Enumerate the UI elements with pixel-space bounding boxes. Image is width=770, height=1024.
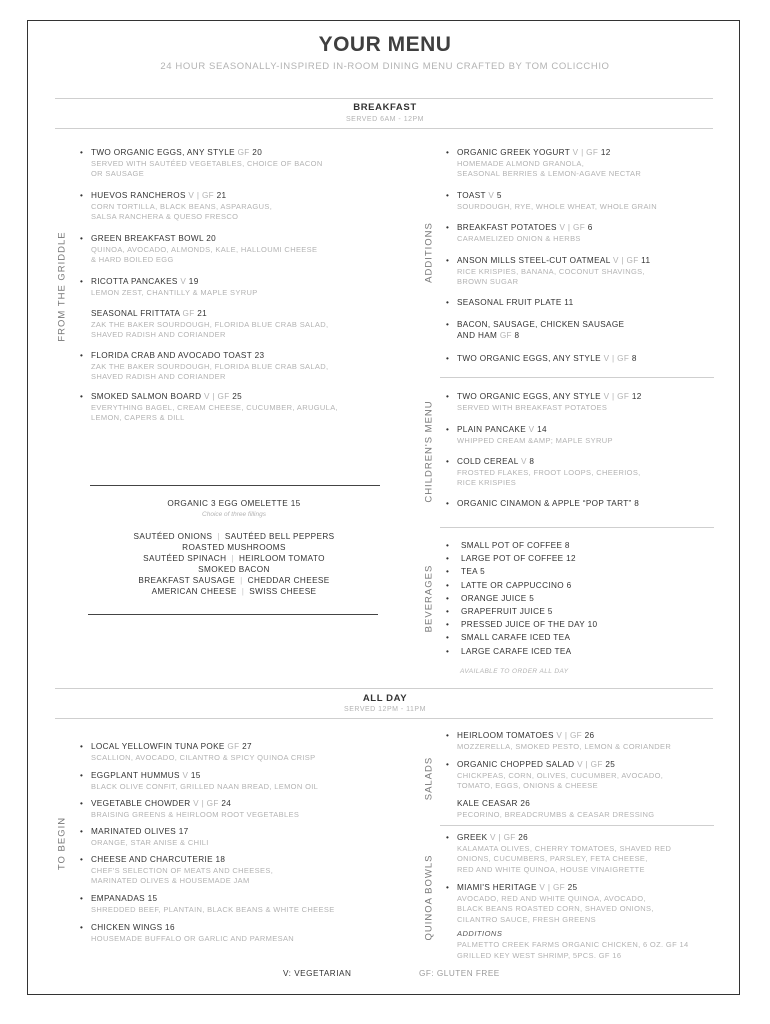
item-description: MOZZERELLA, SMOKED PESTO, LEMON & CORIANDER bbox=[457, 741, 672, 751]
quinoa-additions-heading: ADDITIONS bbox=[457, 929, 503, 938]
item-description: SERVED WITH BREAKFAST POTATOES bbox=[457, 402, 608, 412]
divider bbox=[55, 98, 713, 99]
bullet: • bbox=[446, 499, 450, 508]
item-description: CILANTRO SAUCE, FRESH GREENS bbox=[457, 914, 596, 924]
menu-item bbox=[80, 351, 265, 362]
omelette-filling: SMOKED BACON bbox=[198, 565, 270, 574]
quinoa-addition bbox=[457, 951, 621, 962]
bullet: • bbox=[80, 148, 84, 157]
beverage-price: 5 bbox=[480, 567, 486, 577]
item-price: 18 bbox=[215, 855, 226, 864]
item-description: SERVED WITH SAUTÉED VEGETABLES, CHOICE OF BACON bbox=[91, 158, 323, 168]
item-name: ANSON MILLS STEEL-CUT OATMEAL bbox=[457, 256, 611, 265]
divider bbox=[90, 485, 380, 486]
childrens-menu-label: CHILDREN'S MENU bbox=[423, 400, 435, 503]
bullet: • bbox=[80, 923, 84, 932]
beverage-name: LARGE CARAFE ICED TEA bbox=[461, 646, 572, 656]
allday-hours: SERVED 12PM - 11PM bbox=[344, 706, 426, 713]
dietary-tag: GF bbox=[227, 742, 240, 751]
menu-item bbox=[446, 320, 625, 341]
beverage-item bbox=[446, 593, 535, 605]
omelette-filling-row bbox=[88, 586, 380, 597]
menu-item bbox=[446, 191, 502, 202]
legend-vegetarian: V: VEGETARIAN bbox=[283, 969, 352, 978]
dietary-tag: V bbox=[528, 425, 535, 434]
separator: | bbox=[231, 554, 234, 563]
bullet: • bbox=[80, 742, 84, 751]
dietary-tag: V | GF bbox=[572, 148, 599, 157]
menu-item bbox=[446, 425, 547, 436]
item-name: FLORIDA CRAB AND AVOCADO TOAST bbox=[91, 351, 252, 360]
item-price: 8 bbox=[529, 457, 535, 466]
menu-item bbox=[80, 855, 226, 866]
item-description: EVERYTHING BAGEL, CREAM CHEESE, CUCUMBER, ARUGULA, bbox=[91, 402, 338, 412]
item-price: 11 bbox=[641, 256, 651, 265]
item-description: SHAVED RADISH AND CORIANDER bbox=[91, 330, 226, 339]
item-description: SEASONAL BERRIES & LEMON-AGAVE NECTAR bbox=[457, 169, 642, 178]
bullet: • bbox=[446, 457, 450, 466]
beverage-name: SMALL CARAFE ICED TEA bbox=[461, 633, 571, 643]
menu-item bbox=[446, 760, 616, 771]
item-name: TWO ORGANIC EGGS, ANY STYLE bbox=[457, 392, 601, 401]
bullet: • bbox=[446, 567, 450, 577]
menu-item bbox=[80, 799, 232, 810]
item-price: 12 bbox=[631, 392, 642, 401]
breakfast-title: BREAKFAST bbox=[353, 102, 417, 113]
item-name: CHICKEN WINGS bbox=[91, 923, 163, 932]
menu-item bbox=[446, 354, 637, 365]
item-description: SCALLION, AVOCADO, CILANTRO & SPICY QUINOA CRISP bbox=[91, 752, 316, 762]
divider bbox=[55, 688, 713, 689]
dietary-tag: V bbox=[182, 771, 189, 780]
bullet: • bbox=[80, 894, 84, 903]
item-description: BROWN SUGAR bbox=[457, 277, 519, 286]
item-price: 26 bbox=[518, 833, 529, 842]
beverage-name: PRESSED JUICE OF THE DAY bbox=[461, 620, 585, 630]
menu-item bbox=[80, 234, 216, 245]
separator: | bbox=[240, 576, 243, 585]
item-name: BACON, SAUSAGE, CHICKEN SAUSAGE bbox=[457, 320, 625, 329]
bullet: • bbox=[446, 620, 450, 630]
menu-item bbox=[80, 742, 252, 753]
beverage-item bbox=[446, 607, 553, 618]
item-price: 25 bbox=[232, 392, 243, 401]
item-description: BLACK OLIVE CONFIT, GRILLED NAAN BREAD, LEMON OIL bbox=[91, 781, 319, 791]
item-price: 26 bbox=[520, 799, 531, 808]
beverage-name: LATTE OR CAPPUCCINO bbox=[461, 580, 564, 590]
bullet: • bbox=[446, 554, 450, 564]
bullet: • bbox=[446, 392, 450, 401]
item-price: 27 bbox=[242, 742, 252, 751]
item-description: FROSTED FLAKES, FROOT LOOPS, CHEERIOS, bbox=[457, 467, 641, 477]
item-name: BREAKFAST POTATOES bbox=[457, 223, 557, 232]
dietary-tag: GF bbox=[182, 309, 195, 318]
item-price: 6 bbox=[587, 223, 593, 232]
item-description: QUINOA, AVOCADO, ALMONDS, KALE, HALLOUMI CHEESE bbox=[91, 244, 318, 254]
item-name: HEIRLOOM TOMATOES bbox=[457, 731, 554, 740]
item-price: 23 bbox=[254, 351, 265, 360]
menu-item bbox=[446, 833, 529, 844]
item-name: TOAST bbox=[457, 191, 486, 200]
beverage-item bbox=[446, 554, 576, 565]
dietary-tag: GF bbox=[237, 148, 250, 157]
item-name: SEASONAL FRITTATA bbox=[91, 309, 180, 318]
bullet: • bbox=[446, 256, 450, 265]
item-description: KALAMATA OLIVES, CHERRY TOMATOES, SHAVED RED bbox=[457, 843, 672, 853]
addition-text: PALMETTO CREEK FARMS ORGANIC CHICKEN, 6 OZ. bbox=[457, 940, 664, 949]
item-name: EMPANADAS bbox=[91, 894, 145, 903]
bullet: • bbox=[446, 541, 450, 550]
menu-item bbox=[446, 223, 593, 234]
dietary-tag: V | GF bbox=[603, 392, 630, 401]
divider bbox=[440, 527, 714, 528]
item-description: MARINATED OLIVES & HOUSEMADE JAM bbox=[91, 876, 250, 885]
item-name: SMOKED SALMON BOARD bbox=[91, 392, 202, 401]
dietary-tag: V | GF bbox=[577, 760, 603, 769]
bullet: • bbox=[446, 354, 450, 363]
dietary-tag: V bbox=[488, 191, 495, 200]
divider bbox=[440, 377, 714, 378]
divider bbox=[55, 718, 713, 719]
menu-item bbox=[446, 148, 611, 159]
item-description: RED AND WHITE QUINOA, HOUSE VINAIGRETTE bbox=[457, 864, 645, 874]
dietary-tag: V bbox=[520, 457, 527, 466]
beverage-item bbox=[446, 541, 570, 552]
bullet: • bbox=[446, 580, 450, 590]
item-description: HOUSEMADE BUFFALO OR GARLIC AND PARMESAN bbox=[91, 933, 295, 943]
omelette-filling: SAUTÉED BELL PEPPERS bbox=[224, 532, 335, 541]
item-description: ZAK THE BAKER SOURDOUGH, FLORIDA BLUE CRAB SALAD, bbox=[91, 361, 329, 371]
menu-item bbox=[80, 191, 227, 202]
item-description: ORANGE, STAR ANISE & CHILI bbox=[91, 837, 209, 847]
item-description: CHEF'S SELECTION OF MEATS AND CHEESES, bbox=[91, 865, 274, 875]
bullet: • bbox=[446, 425, 450, 434]
beverage-price: 10 bbox=[587, 620, 598, 630]
item-price: 16 bbox=[165, 923, 175, 932]
divider bbox=[55, 128, 713, 129]
item-price: 8 bbox=[634, 499, 640, 508]
item-name-cont: AND HAM bbox=[457, 330, 498, 340]
item-description: TOMATO, EGGS, ONIONS & CHEESE bbox=[457, 781, 599, 790]
beverages-note: AVAILABLE TO ORDER ALL DAY bbox=[460, 668, 569, 675]
bullet: • bbox=[446, 633, 450, 643]
menu-item bbox=[446, 457, 535, 468]
menu-item bbox=[80, 148, 263, 159]
item-description: BRAISING GREENS & HEIRLOOM ROOT VEGETABLES bbox=[91, 809, 300, 819]
item-description: & HARD BOILED EGG bbox=[91, 255, 174, 264]
menu-item bbox=[446, 392, 642, 403]
item-name: VEGETABLE CHOWDER bbox=[91, 799, 191, 808]
item-name: MARINATED OLIVES bbox=[91, 827, 177, 836]
item-description: SOURDOUGH, RYE, WHOLE WHEAT, WHOLE GRAIN bbox=[457, 201, 657, 211]
omelette-title: ORGANIC 3 EGG OMELETTE 15 bbox=[167, 499, 301, 508]
bullet: • bbox=[446, 731, 450, 740]
item-name: EGGPLANT HUMMUS bbox=[91, 771, 180, 780]
beverage-item bbox=[446, 567, 486, 578]
dietary-tag: GF bbox=[499, 330, 512, 340]
menu-item bbox=[446, 731, 595, 742]
beverage-price: 6 bbox=[566, 580, 572, 590]
omelette-filling-row bbox=[88, 575, 380, 586]
addition-text: GRILLED KEY WEST SHRIMP, 5PCS. bbox=[457, 951, 597, 960]
bullet: • bbox=[80, 799, 84, 808]
beverage-price: 12 bbox=[566, 554, 576, 564]
item-price: 17 bbox=[178, 827, 189, 836]
beverage-name: SMALL POT OF COFFEE bbox=[461, 541, 563, 550]
item-description: SALSA RANCHERA & QUESO FRESCO bbox=[91, 212, 239, 221]
beverage-name: ORANGE JUICE bbox=[461, 593, 527, 603]
item-description: LEMON ZEST, CHANTILLY & MAPLE SYRUP bbox=[91, 287, 258, 297]
item-name: ORGANIC CHOPPED SALAD bbox=[457, 760, 575, 769]
item-description: RICE KRISPIES, BANANA, COCONUT SHAVINGS, bbox=[457, 266, 645, 276]
item-price: 8 bbox=[631, 354, 637, 363]
item-name: LOCAL YELLOWFIN TUNA POKE bbox=[91, 742, 225, 751]
item-description: SHAVED RADISH AND CORIANDER bbox=[91, 372, 226, 381]
item-description: SHREDDED BEEF, PLANTAIN, BLACK BEANS & WHITE CHEESE bbox=[91, 904, 335, 914]
bullet: • bbox=[80, 277, 84, 286]
item-description: BLACK BEANS ROASTED CORN, SHAVED ONIONS, bbox=[457, 904, 654, 913]
menu-item bbox=[80, 771, 201, 782]
menu-item bbox=[91, 309, 207, 320]
item-price: 8 bbox=[514, 330, 520, 340]
menu-item bbox=[446, 256, 651, 267]
item-price: 5 bbox=[496, 191, 502, 200]
addition-price: 14 bbox=[679, 940, 689, 949]
menu-item bbox=[80, 923, 175, 934]
item-name: GREEK bbox=[457, 833, 488, 842]
item-price: 24 bbox=[221, 799, 232, 808]
menu-item bbox=[446, 298, 574, 309]
omelette-filling: SWISS CHEESE bbox=[249, 587, 317, 596]
item-price: 20 bbox=[206, 234, 216, 243]
bullet: • bbox=[80, 827, 84, 836]
bullet: • bbox=[80, 191, 84, 200]
menu-item bbox=[80, 277, 199, 288]
beverage-name: TEA bbox=[461, 567, 478, 577]
dietary-tag: GF bbox=[665, 940, 678, 949]
allday-title: ALL DAY bbox=[362, 693, 408, 704]
item-price: 12 bbox=[600, 148, 611, 157]
item-name: COLD CEREAL bbox=[457, 457, 519, 466]
menu-item bbox=[446, 883, 578, 894]
omelette-filling-row bbox=[88, 564, 380, 575]
omelette-subtitle: Choice of three fillings bbox=[202, 511, 266, 518]
to-begin-label: TO BEGIN bbox=[56, 816, 68, 871]
item-price: 15 bbox=[147, 894, 158, 903]
separator: | bbox=[217, 532, 220, 541]
item-description: HOMEMADE ALMOND GRANOLA, bbox=[457, 158, 585, 168]
dietary-tag: V | GF bbox=[556, 731, 583, 740]
item-name: GREEN BREAKFAST BOWL bbox=[91, 234, 204, 243]
beverage-item bbox=[446, 633, 571, 644]
beverage-item bbox=[446, 646, 572, 658]
item-price: 25 bbox=[567, 883, 578, 892]
item-price: 11 bbox=[564, 298, 574, 307]
bullet: • bbox=[446, 760, 450, 769]
bullet: • bbox=[446, 223, 450, 232]
beverage-name: GRAPEFRUIT JUICE bbox=[461, 607, 546, 616]
beverage-item bbox=[446, 620, 598, 631]
bullet: • bbox=[80, 351, 84, 360]
omelette-filling-row bbox=[88, 553, 380, 564]
item-name: SEASONAL FRUIT PLATE bbox=[457, 298, 562, 307]
item-description: WHIPPED CREAM &AMP; MAPLE SYRUP bbox=[457, 435, 613, 445]
omelette-filling: AMERICAN CHEESE bbox=[151, 587, 237, 596]
griddle-label: FROM THE GRIDDLE bbox=[56, 231, 68, 342]
omelette-filling: SAUTÉED SPINACH bbox=[143, 554, 227, 563]
omelette-filling: ROASTED MUSHROOMS bbox=[182, 543, 286, 552]
salads-label: SALADS bbox=[423, 756, 435, 801]
page-subtitle: 24 HOUR SEASONALLY-INSPIRED IN-ROOM DINING MENU CRAFTED BY TOM COLICCHIO bbox=[160, 61, 610, 72]
item-name: CHEESE AND CHARCUTERIE bbox=[91, 855, 213, 864]
bullet: • bbox=[446, 298, 450, 307]
beverage-item bbox=[446, 580, 572, 592]
legend-gluten-free: GF: GLUTEN FREE bbox=[419, 969, 500, 978]
menu-item bbox=[80, 392, 243, 403]
bullet: • bbox=[80, 392, 84, 401]
item-price: 21 bbox=[197, 309, 208, 318]
bullet: • bbox=[446, 320, 450, 329]
bullet: • bbox=[446, 607, 450, 616]
beverages-label: BEVERAGES bbox=[423, 564, 435, 633]
item-price: 20 bbox=[252, 148, 263, 157]
dietary-tag: V | GF bbox=[193, 799, 219, 808]
item-name: RICOTTA PANCAKES bbox=[91, 277, 178, 286]
item-name: TWO ORGANIC EGGS, ANY STYLE bbox=[91, 148, 235, 157]
beverage-price: 5 bbox=[529, 593, 535, 603]
dietary-tag: V | GF bbox=[490, 833, 516, 842]
dietary-tag: V | GF bbox=[188, 191, 215, 200]
bullet: • bbox=[80, 771, 84, 780]
item-price: 26 bbox=[584, 731, 595, 740]
bullet: • bbox=[446, 883, 450, 892]
beverage-price: 5 bbox=[547, 607, 553, 616]
bullet: • bbox=[446, 833, 450, 842]
omelette-filling: BREAKFAST SAUSAGE bbox=[138, 576, 236, 585]
quinoa-addition bbox=[457, 940, 689, 951]
item-name: HUEVOS RANCHEROS bbox=[91, 191, 186, 200]
item-description: AVOCADO, RED AND WHITE QUINOA, AVOCADO, bbox=[457, 893, 646, 903]
item-price: 15 bbox=[190, 771, 201, 780]
dietary-tag: V | GF bbox=[559, 223, 586, 232]
dietary-tag: V | GF bbox=[204, 392, 230, 401]
dietary-tag: V | GF bbox=[612, 256, 639, 265]
beverage-name: LARGE POT OF COFFEE bbox=[461, 554, 564, 564]
omelette-filling: CHEDDAR CHEESE bbox=[247, 576, 330, 585]
item-name: KALE CEASAR bbox=[457, 799, 518, 808]
separator: | bbox=[241, 587, 245, 596]
breakfast-hours: SERVED 6AM - 12PM bbox=[345, 116, 424, 123]
divider bbox=[440, 825, 714, 826]
bullet: • bbox=[446, 593, 450, 603]
item-price: 25 bbox=[605, 760, 616, 769]
quinoa-bowls-label: QUINOA BOWLS bbox=[423, 854, 435, 941]
item-description: RICE KRISPIES bbox=[457, 478, 517, 487]
menu-item bbox=[457, 799, 530, 810]
item-price: 14 bbox=[537, 425, 547, 434]
item-description: ZAK THE BAKER SOURDOUGH, FLORIDA BLUE CRAB SALAD, bbox=[91, 319, 329, 329]
item-name: MIAMI'S HERITAGE bbox=[457, 883, 537, 892]
bullet: • bbox=[80, 855, 84, 864]
item-description: LEMON, CAPERS & DILL bbox=[91, 413, 185, 422]
item-description: PECORINO, BREADCRUMBS & CEASAR DRESSING bbox=[457, 809, 655, 819]
menu-item bbox=[80, 827, 189, 838]
item-name: PLAIN PANCAKE bbox=[457, 425, 527, 434]
item-price: 19 bbox=[188, 277, 199, 286]
additions-label: ADDITIONS bbox=[423, 222, 435, 283]
beverage-price: 8 bbox=[564, 541, 570, 550]
item-name: TWO ORGANIC EGGS, ANY STYLE bbox=[457, 354, 601, 363]
page-title: YOUR MENU bbox=[318, 33, 452, 56]
bullet: • bbox=[446, 191, 450, 200]
bullet: • bbox=[80, 234, 84, 243]
item-price: 21 bbox=[216, 191, 227, 200]
item-description: ONIONS, CUCUMBERS, PARSLEY, FETA CHEESE, bbox=[457, 854, 648, 863]
dietary-tag: V | GF bbox=[539, 883, 566, 892]
addition-price: 16 bbox=[612, 951, 622, 960]
bullet: • bbox=[446, 646, 450, 656]
omelette-filling: HEIRLOOM TOMATO bbox=[238, 554, 325, 563]
item-description: OR SAUSAGE bbox=[91, 169, 145, 178]
item-description: CHICKPEAS, CORN, OLIVES, CUCUMBER, AVOCADO, bbox=[457, 770, 664, 780]
omelette-filling-row bbox=[88, 542, 380, 553]
item-name: ORGANIC CINAMON & APPLE “POP TART” bbox=[457, 499, 632, 508]
omelette-filling-row bbox=[88, 531, 380, 542]
dietary-tag: V bbox=[180, 277, 187, 286]
menu-item bbox=[80, 894, 158, 905]
dietary-tag: V | GF bbox=[603, 354, 630, 363]
omelette-filling: SAUTÉED ONIONS bbox=[133, 532, 213, 541]
dietary-tag: GF bbox=[598, 951, 610, 960]
item-name: ORGANIC GREEK YOGURT bbox=[457, 148, 571, 157]
menu-item bbox=[446, 499, 640, 510]
divider bbox=[88, 614, 378, 615]
bullet: • bbox=[446, 148, 450, 157]
item-description: CARAMELIZED ONION & HERBS bbox=[457, 233, 581, 243]
item-description: CORN TORTILLA, BLACK BEANS, ASPARAGUS, bbox=[91, 201, 273, 211]
